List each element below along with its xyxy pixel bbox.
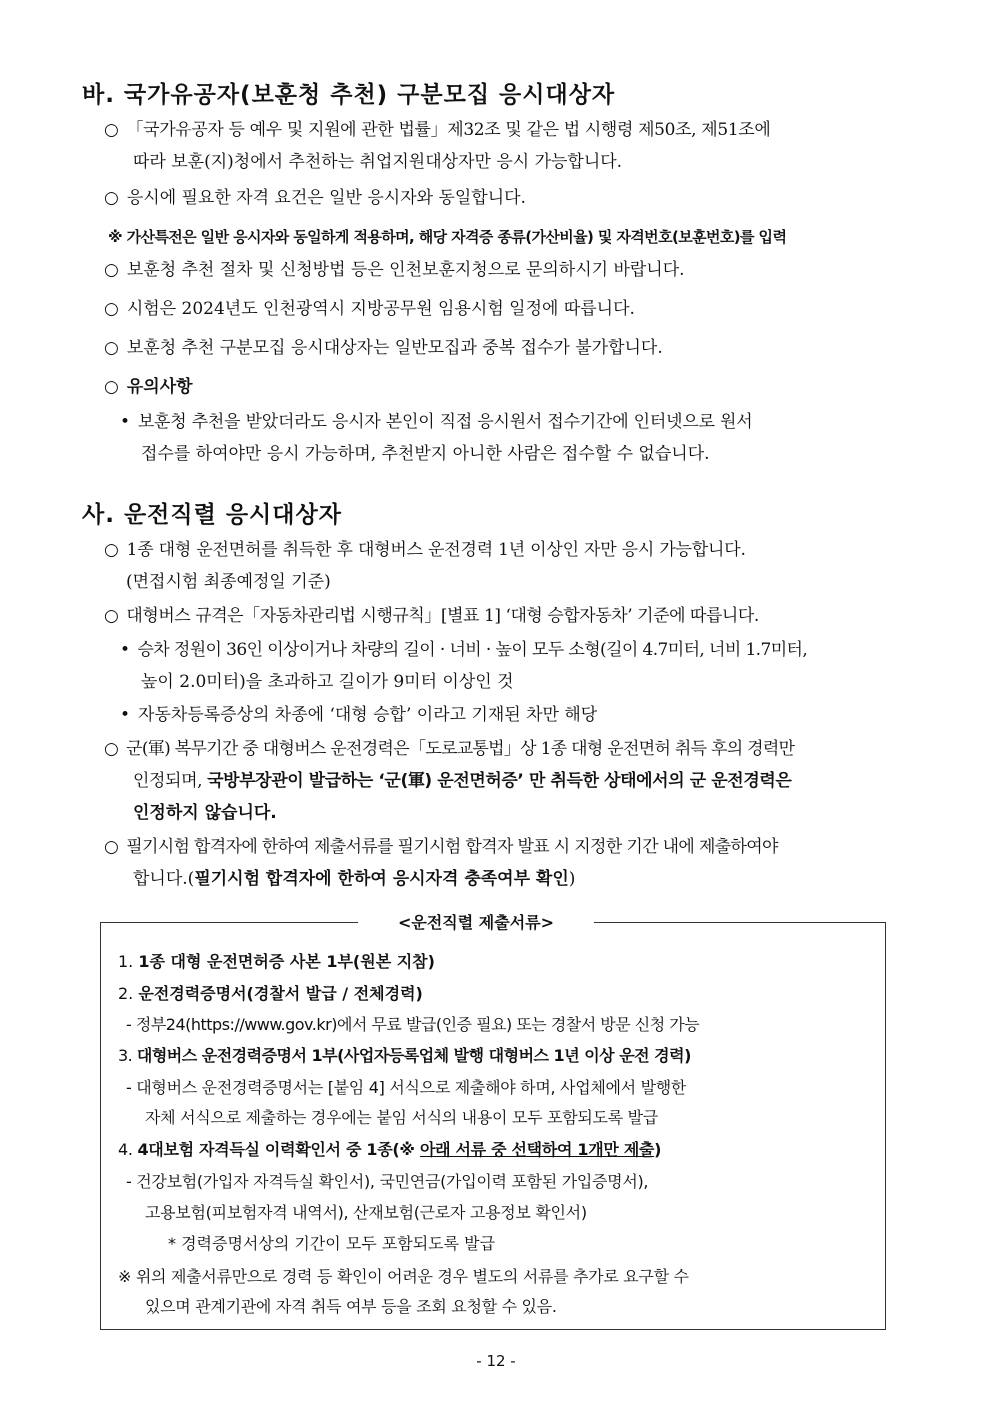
section-heading-ba: 바. 국가유공자(보훈청 추천) 구분모집 응시대상자 xyxy=(82,82,616,108)
circle-bullet-icon: ○ xyxy=(104,338,119,358)
circle-bullet-icon: ○ xyxy=(104,120,119,140)
ba-bullet-6: ○ 유의사항 xyxy=(104,377,193,397)
sa-bullet-2: ○ 대형버스 규격은「자동차관리법 시행규칙」[별표 1] ‘대형 승합자동차’ 기준에 따릅니다. xyxy=(104,606,759,626)
sa-dot-1-cont: 높이 2.0미터)을 초과하고 길이가 9미터 이상인 것 xyxy=(141,672,514,692)
circle-bullet-icon: ○ xyxy=(104,188,119,208)
ba-bullet-1-cont: 따라 보훈(지)청에서 추천하는 취업지원대상자만 응시 가능합니다. xyxy=(133,152,623,172)
box-note-2: 있으며 관계기관에 자격 취득 여부 등을 조회 요청할 수 있음. xyxy=(145,1297,557,1316)
circle-bullet-icon: ○ xyxy=(104,739,119,759)
box-item-1: 1. 1종 대형 운전면허증 사본 1부(원본 지참) xyxy=(118,952,435,971)
sa-bullet-3-cont2: 인정하지 않습니다. xyxy=(133,803,277,823)
sa-bullet-3: ○ 군(軍) 복무기간 중 대형버스 운전경력은「도로교통법」상 1종 대형 운전면허 취득 후의 경력만 xyxy=(104,739,795,759)
circle-bullet-icon: ○ xyxy=(104,299,119,319)
sa-bullet-4: ○ 필기시험 합격자에 한하여 제출서류를 필기시험 합격자 발표 시 지정한 기간 내에 제출하여야 xyxy=(104,837,778,857)
circle-bullet-icon: ○ xyxy=(104,540,119,560)
box-item-2-detail: - 정부24(https://www.gov.kr)에서 무료 발급(인증 필요) 또는 경찰서 방문 신청 가능 xyxy=(126,1015,700,1034)
box-title: <운전직렬 제출서류> xyxy=(358,910,594,933)
dot-bullet-icon: • xyxy=(120,640,130,660)
box-item-3-detail-1: - 대형버스 운전경력증명서는 [붙임 4] 서식으로 제출해야 하며, 사업체에서 발행한 xyxy=(126,1078,687,1097)
page-number: - 12 - xyxy=(476,1352,516,1370)
ba-bullet-2: ○ 응시에 필요한 자격 요건은 일반 응시자와 동일합니다. xyxy=(104,188,526,208)
ba-dot-1: • 보훈청 추천을 받았더라도 응시자 본인이 직접 응시원서 접수기간에 인터넷으로 원서 xyxy=(120,412,753,432)
ba-note: ※ 가산특전은 일반 응시자와 동일하게 적용하며, 해당 자격증 종류(가산비율) 및 자격번호(보훈번호)를 입력 xyxy=(108,228,787,246)
ba-bullet-3: ○ 보훈청 추천 절차 및 신청방법 등은 인천보훈지청으로 문의하시기 바랍니다. xyxy=(104,260,685,280)
dot-bullet-icon: • xyxy=(120,412,130,432)
sa-dot-1: • 승차 정원이 36인 이상이거나 차량의 길이 · 너비 · 높이 모두 소형(길이 4.7미터, 너비 1.7미터, xyxy=(120,640,808,660)
dot-bullet-icon: • xyxy=(120,705,131,725)
ba-bullet-4: ○ 시험은 2024년도 인천광역시 지방공무원 임용시험 일정에 따릅니다. xyxy=(104,299,635,319)
circle-bullet-icon: ○ xyxy=(104,606,119,626)
box-note-1: ※ 위의 제출서류만으로 경력 등 확인이 어려운 경우 별도의 서류를 추가로 요구할 수 xyxy=(118,1267,689,1286)
ba-dot-1-cont: 접수를 하여야만 응시 가능하며, 추천받지 아니한 사람은 접수할 수 없습니다. xyxy=(141,444,710,464)
sa-bullet-3-cont: 인정되며, 국방부장관이 발급하는 ‘군(軍) 운전면허증’ 만 취득한 상태에서의 군 운전경력은 xyxy=(133,771,792,791)
box-item-4-detail-2: 고용보험(피보험자격 내역서), 산재보험(근로자 고용정보 확인서) xyxy=(145,1203,587,1222)
section-heading-sa: 사. 운전직렬 응시대상자 xyxy=(82,502,342,528)
circle-bullet-icon: ○ xyxy=(104,377,119,397)
ba-bullet-1: ○ 「국가유공자 등 예우 및 지원에 관한 법률」제32조 및 같은 법 시행령 제50조, 제51조에 xyxy=(104,120,771,140)
box-item-3-detail-2: 자체 서식으로 제출하는 경우에는 붙임 서식의 내용이 모두 포함되도록 발급 xyxy=(145,1108,658,1127)
box-item-4: 4. 4대보험 자격득실 이력확인서 중 1종(※ 아래 서류 중 선택하여 1개만 제출) xyxy=(118,1140,662,1159)
circle-bullet-icon: ○ xyxy=(104,837,119,857)
circle-bullet-icon: ○ xyxy=(104,260,119,280)
box-item-4-detail-3: * 경력증명서상의 기간이 모두 포함되도록 발급 xyxy=(168,1234,496,1253)
box-item-4-detail-1: - 건강보험(가입자 자격득실 확인서), 국민연금(가입이력 포함된 가입증명서), xyxy=(126,1172,649,1191)
sa-bullet-4-cont: 합니다.(필기시험 합격자에 한하여 응시자격 충족여부 확인) xyxy=(133,869,576,889)
sa-bullet-1-cont: (면접시험 최종예정일 기준) xyxy=(126,572,331,592)
sa-bullet-1: ○ 1종 대형 운전면허를 취득한 후 대형버스 운전경력 1년 이상인 자만 응시 가능합니다. xyxy=(104,540,746,560)
ba-bullet-5: ○ 보훈청 추천 구분모집 응시대상자는 일반모집과 중복 접수가 불가합니다. xyxy=(104,338,663,358)
box-item-2: 2. 운전경력증명서(경찰서 발급 / 전체경력) xyxy=(118,984,423,1003)
box-item-3: 3. 대형버스 운전경력증명서 1부(사업자등록업체 발행 대형버스 1년 이상 운전 경력) xyxy=(118,1046,691,1065)
sa-dot-2: • 자동차등록증상의 차종에 ‘대형 승합’ 이라고 기재된 차만 해당 xyxy=(120,705,598,725)
